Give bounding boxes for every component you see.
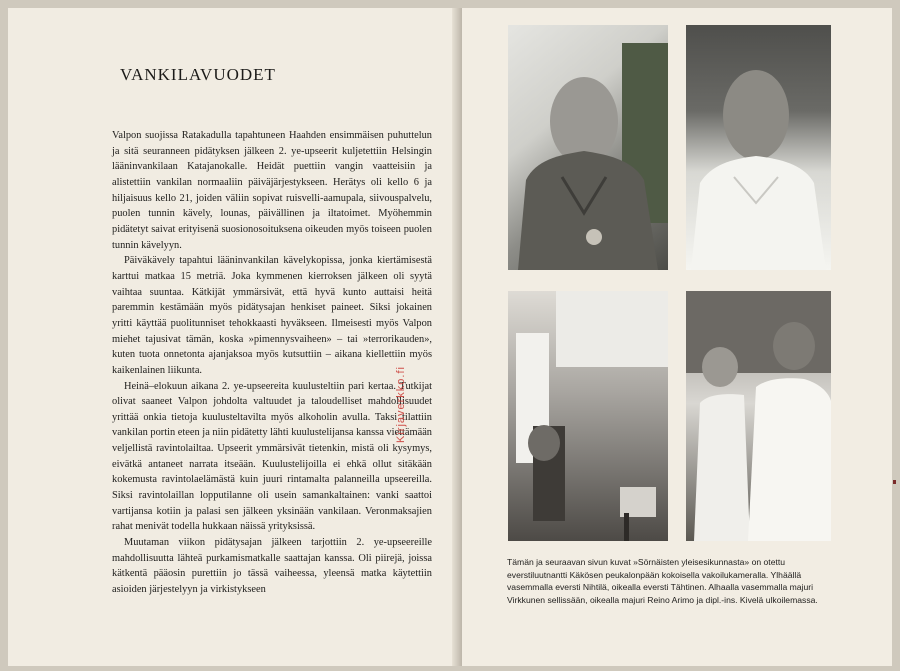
photo-caption: Tämän ja seuraavan sivun kuvat »Sörnäisten yleisesikunnasta» on otettu everstiluutnantti Käkösen peukalonpään kokoisella vakoilukameralla. Ylhäällä vasemmalla eversti Nihtilä, oikealla eversti Tähtinen. Alhaalla vasemmalla majuri Virkkunen sellissään, oikealla majuri Reino Arimo ja dipl.-ins. Kivelä ulkoilemassa.: [507, 557, 818, 605]
photo-arimo-kivela: [686, 291, 831, 541]
paragraph-2: Päiväkävely tapahtui lääninvankilan kävelykopissa, jonka kiertämisestä karttui matkaa 15 metriä. Joka kymmenen kierroksen jälkeen oli syytä vaihtaa suuntaa. Kätkijät ymmärsivät, että hyvä kunto auttaisi heitä paremmin kestämään myös pidätysajan henkiset paineet. Siksi jokainen yritti käyttää puolitunniset tehokkaasti hyväkseen. Ilmeisesti myös Valpon miehet tajusivat tämän, koska »pimennysvaiheen» – tai »terrorikauden», kuten tuota onnetonta ajanjaksoa myös kutsuttiin – aikana kiellettiin myös kaikenlainen liikunta.: [112, 255, 432, 376]
photo-arimo-kivela-illustration: [686, 291, 831, 541]
paragraph-1: Valpon suojissa Ratakadulla tapahtuneen Haahden ensimmäisen puhuttelun ja sitä seuranneen pidätyksen jälkeen 2. ye-upseerit kuljetettiin Helsingin lääninvankilaan Katajanokalle. Heidät puettiin vangin vaatteisiin ja alistettiin vankilan normaaliin päiväjärjestykseen. Herätys oli kello 6 ja hiljaisuus kello 21, joiden väliin sopivat ruisvelli-aamupala, siivouspalvelu, puolen tunnin kävely, lounas, päivällinen ja iltatoimet. Myöhemmin pidätetyt saivat erityisenä suosionosoituksena oikeuden myös toiseen puolen tunnin kävelyyn.: [112, 130, 432, 251]
photo-virkkunen: [508, 291, 668, 541]
photo-tahtinen: [686, 25, 831, 270]
body-text: [112, 128, 432, 598]
paragraph-3: Heinä–elokuun aikana 2. ye-upseereita kuulusteltiin pari kertaa. Tutkijat olivat saaneet Valpon johdolta valtuudet ja taloudelliset mahdollisuudet yrittää onkia tietoja kuulusteltavilta myös alkoholin avulla. Taksi tilattiin vankilan portin eteen ja niin pidätetty lähti kuulustelijansa kanssa viettämään veljellistä ravintolailtaa. Upseerit ymmärsivät tietenkin, mistä oli kysymys, eivätkä antaneet narrata itseään. Kuulustelijoilla ei ehkä ollut sitäkään kokemusta ravintolaelämästä kuin juuri rintamalta palanneilla upseereilla. Siksi ravintolaillan lopputilanne oli usein samankaltainen: vanki saattoi vartijansa kotiin ja palasi sen jälkeen yksinään vankilaan. Veronmaksajien rahat menivät todella hukkaan näissä yrityksissä.: [112, 380, 432, 533]
photo-nihtila: [508, 25, 668, 270]
photo-tahtinen-illustration: [686, 25, 831, 270]
photo-virkkunen-illustration: [508, 291, 668, 541]
photo-nihtila-illustration: [508, 25, 668, 270]
edge-mark: [893, 480, 896, 484]
paragraph-4: Muutaman viikon pidätysajan jälkeen tarjottiin 2. ye-upseereille mahdollisuutta lähteä purkamismatkalle saattajan kanssa. Oli piirejä, joissa kätkentä pääosin purettiin jo tässä vaiheessa, yleensä matka käytettiin asioiden järjestelyyn ja virkistykseen: [112, 537, 432, 596]
chapter-title: VANKILAVUODET: [120, 65, 276, 84]
watermark: Kirjaverkko.fi: [395, 366, 407, 443]
